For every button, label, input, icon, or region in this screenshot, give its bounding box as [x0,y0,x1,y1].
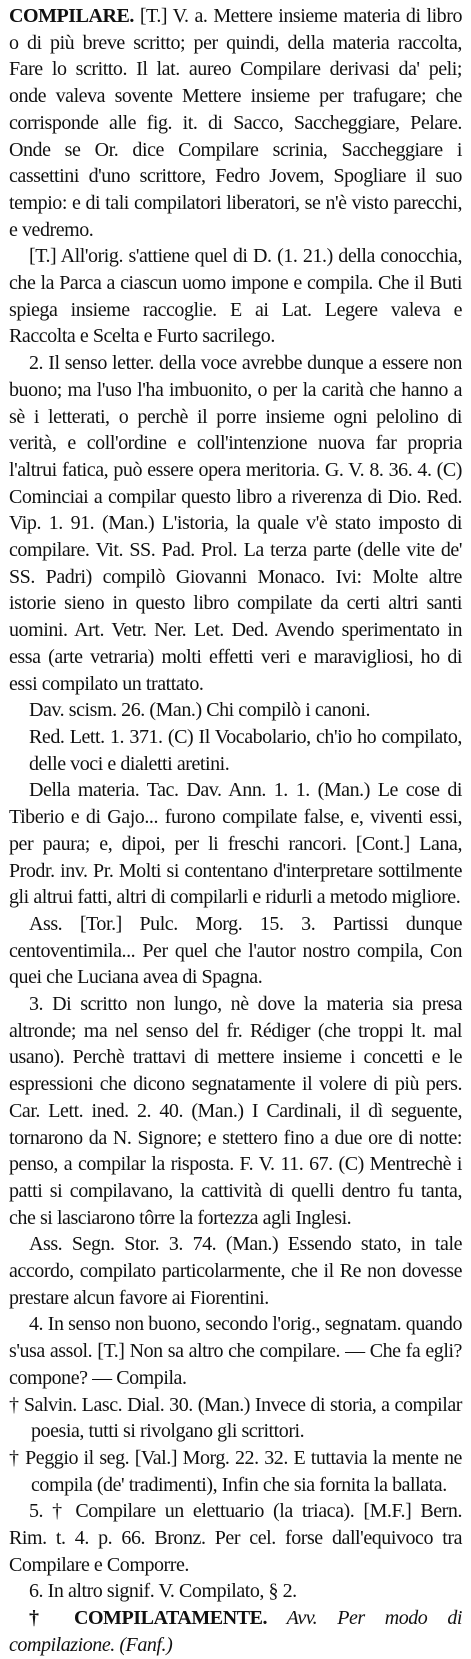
paragraph-sense-2: 2. Il senso letter. della voce avrebbe dunque a essere non buono; ma l'uso l'ha imbuonito, o per la carità che hanno a sè i letterati, o perchè il porre insieme ogni pelolino di verità, e coll'ordine e coll'intenzione nuova far propria l'altrui fatica, può essere opera meritoria. G. V. 8. 36. 4. (C) Cominciai a compilar questo libro a riverenza di Dio. Red. Vip. 1. 91. (Man.) L'istoria, la quale v'è stato imposto di compilare. Vit. SS. Pad. Prol. La terza parte (delle vite de' SS. Padri) compilò Giovanni Monaco. Ivi: Molte altre istorie sieno in questo libro compilate da certi altri santi uomini. Art. Vetr. Ner. Let. Ded. Avendo sperimentato in essa (arte vetraria) molti effetti veri e maravigliosi, ho di essi compilato un trattato. [9,352,462,695]
entry-compilatamente [9,1605,462,1658]
paragraph-sense-6: 6. In altro signif. V. Compilato, § 2. [29,1580,297,1603]
headword-compilatamente: † COMPILATAMENTE. [29,1607,268,1630]
paragraph-salvin: † Salvin. Lasc. Dial. 30. (Man.) Invece di storia, a compilar poesia, tutti si rivolgano gli scrittori. [9,1393,462,1443]
paragraph-sense-5: 5. † Compilare un elettuario (la triaca). [M.F.] Bern. Rim. t. 4. p. 66. Bronz. Per cel. forse dall'equivoco tra Compilare e Comporre. [9,1500,462,1576]
entry-compilare-definition: [T.] V. a. Mettere insieme materia di libro o di più breve scritto; per quindi, della materia raccolta, Fare lo scritto. Il lat. aureo Compilare derivasi da' peli; onde valeva sovente Mettere insieme per trafugare; che corrisponde alle fig. it. di Sacco, Saccheggiare, Pelare. Onde se Or. dice Compilare scrinia, Saccheggiare i cassettini d'uno scrittore, Fedro Jovem, Spogliare il suo tempio: e di tali compilatori liberatori, se n'è visto parecchi, e vedremo. [9,5,462,241]
paragraph-materia: Della materia. Tac. Dav. Ann. 1. 1. (Man.) Le cose di Tiberio e di Gajo... furono compilate false, e, viventi essi, per paura; e, dipoi, per li freschi rancori. [Cont.] Lana, Prodr. inv. Pr. Molti si contentano d'interpretare sottilmente gli altrui fatti, altri di compilarli e ridurli a metodo migliore. [9,779,462,909]
paragraph-segn: Ass. Segn. Stor. 3. 74. (Man.) Essendo stato, in tale accordo, compilato particolarmente, che il Re non dovesse prestare alcun favore ai Fiorentini. [9,1233,462,1309]
entry-compilatamente-definition: Avv. Per modo di compilazione. (Fanf.) [9,1607,462,1656]
paragraph-sense-4: 4. In senso non buono, secondo l'orig., segnatam. quando s'usa assol. [T.] Non sa altro che compilare. — Che fa egli? compone? — Compila. [9,1313,462,1389]
paragraph-sense-3: 3. Di scritto non lungo, nè dove la materia sia presa altronde; ma nel senso del fr. Rédiger (che troppi lt. mal usano). Perchè trattavi di mettere insieme i concetti e le espressioni che dicono segnatamente il volere di più pers. Car. Lett. ined. 2. 40. (Man.) I Cardinali, il dì seguente, tornarono da N. Signore; e stettero fino a due ore di notte: penso, a compilar la risposta. F. V. 11. 67. (C) Mentrechè i patti si compilavano, la cattività di quelli dentro fu tanta, che si lasciarono tôrre la fortezza agli Inglesi. [9,993,462,1229]
paragraph-ass: Ass. [Tor.] Pulc. Morg. 15. 3. Partissi dunque centoventimila... Per quel che l'autor nostro compila, Con quei che Luciana avea di Spagna. [9,912,462,989]
headword-compilare: COMPILARE. [9,5,134,27]
paragraph-red: Red. Lett. 1. 371. (C) Il Vocabolario, ch'io ho compilato, delle voci e dialetti aretini. [29,725,462,775]
paragraph-peggio: † Peggio il seg. [Val.] Morg. 22. 32. E tuttavia la mente ne compila (de' tradimenti), Infin che sia fornita la ballata. [9,1446,462,1496]
paragraph-dav: Dav. scism. 26. (Man.) Chi compilò i canoni. [29,699,371,722]
entry-compilare [9,3,462,243]
paragraph-tort: [T.] All'orig. s'attiene quel di D. (1. 21.) della conocchia, che la Parca a ciascun uomo impone e compila. Che il Buti spiega insieme raccoglie. E ai Lat. Legere valeva e Raccolta e Scelta e Furto sacrilego. [9,245,462,348]
